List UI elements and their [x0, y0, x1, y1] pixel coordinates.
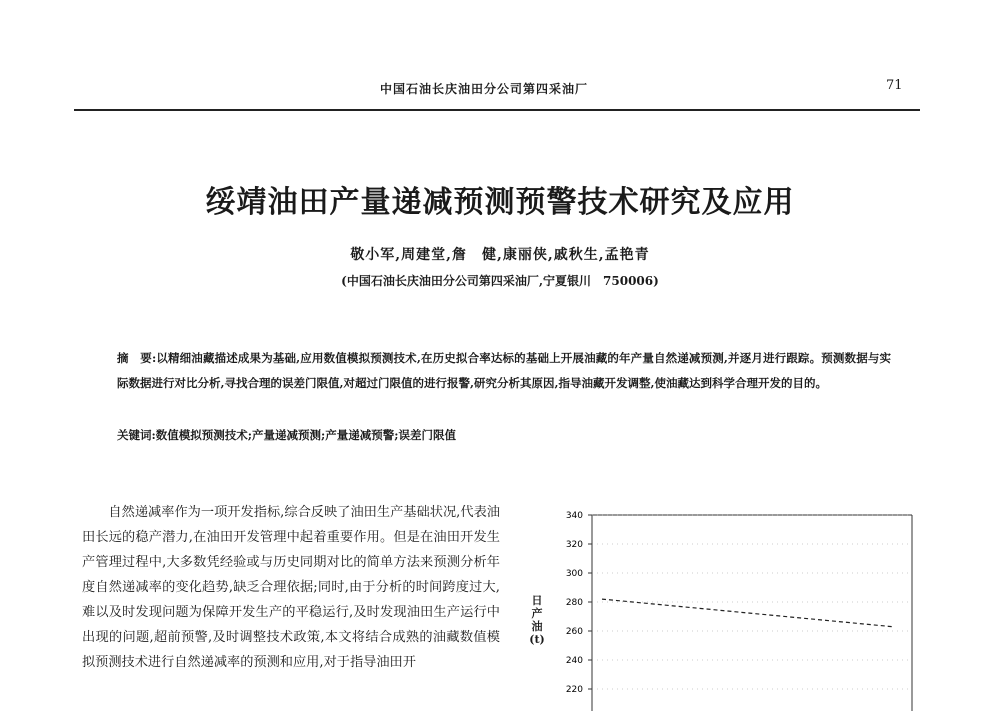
chart-series-line — [602, 599, 892, 627]
keywords-text: 数值模拟预测技术;产量递减预测;产量递减预警;误差门限值 — [155, 428, 456, 442]
chart-y-tick-label: 320 — [565, 540, 583, 550]
chart-y-tick-label: 260 — [565, 627, 583, 637]
body-paragraph: 自然递减率作为一项开发指标,综合反映了油田生产基础状况,代表油田长远的稳产潜力,在油田开发管理中起着重要作用。但是在油田开发生产管理过程中,大多数凭经验或与历史同期对比的简单方法来预测分析年度自然递减率的变化趋势,缺乏合理依据;同时,由于分析的时间跨度过大,难以及时发现问题为保障开发生产的平稳运行,及时发现油田生产运行中出现的问题,超前预警,及时调整技术政策,本文将结合成熟的油藏数值模拟预测技术进行自然递减率的预测和应用,对于指导油田开 — [82, 505, 500, 670]
abstract — [117, 346, 891, 396]
header-rule — [74, 109, 920, 111]
chart-y-tick-label: 300 — [565, 569, 583, 579]
keywords — [117, 427, 456, 443]
running-header: 中国石油长庆油田分公司第四采油厂 — [380, 82, 589, 96]
author-list: 敬小军,周建堂,詹 健,康丽侠,戚秋生,孟艳青 — [350, 247, 650, 263]
chart-ylabel: 日产油(t) — [529, 594, 545, 646]
abstract-label: 摘 要: — [117, 351, 157, 365]
body-column — [82, 500, 500, 675]
page-number: 71 — [886, 78, 903, 93]
chart-y-tick-label: 340 — [565, 511, 583, 521]
chart-y-tick-label: 220 — [565, 685, 583, 695]
decline-chart — [540, 505, 920, 711]
chart-y-tick-label: 280 — [565, 598, 583, 608]
keywords-label: 关键词: — [117, 428, 156, 442]
paper-title: 绥靖油田产量递减预测预警技术研究及应用 — [205, 185, 795, 220]
chart-y-tick-label: 240 — [565, 656, 583, 666]
affiliation: (中国石油长庆油田分公司第四采油厂,宁夏银川 750006) — [341, 274, 659, 288]
abstract-text: 以精细油藏描述成果为基础,应用数值模拟预测技术,在历史拟合率达标的基础上开展油藏的年产量自然递减预测,并逐月进行跟踪。预测数据与实际数据进行对比分析,寻找合理的误差门限值,对超过门限值的进行报警,研究分析其原因,指导油藏开发调整,使油藏达到科学合理开发的目的。 — [117, 351, 891, 390]
